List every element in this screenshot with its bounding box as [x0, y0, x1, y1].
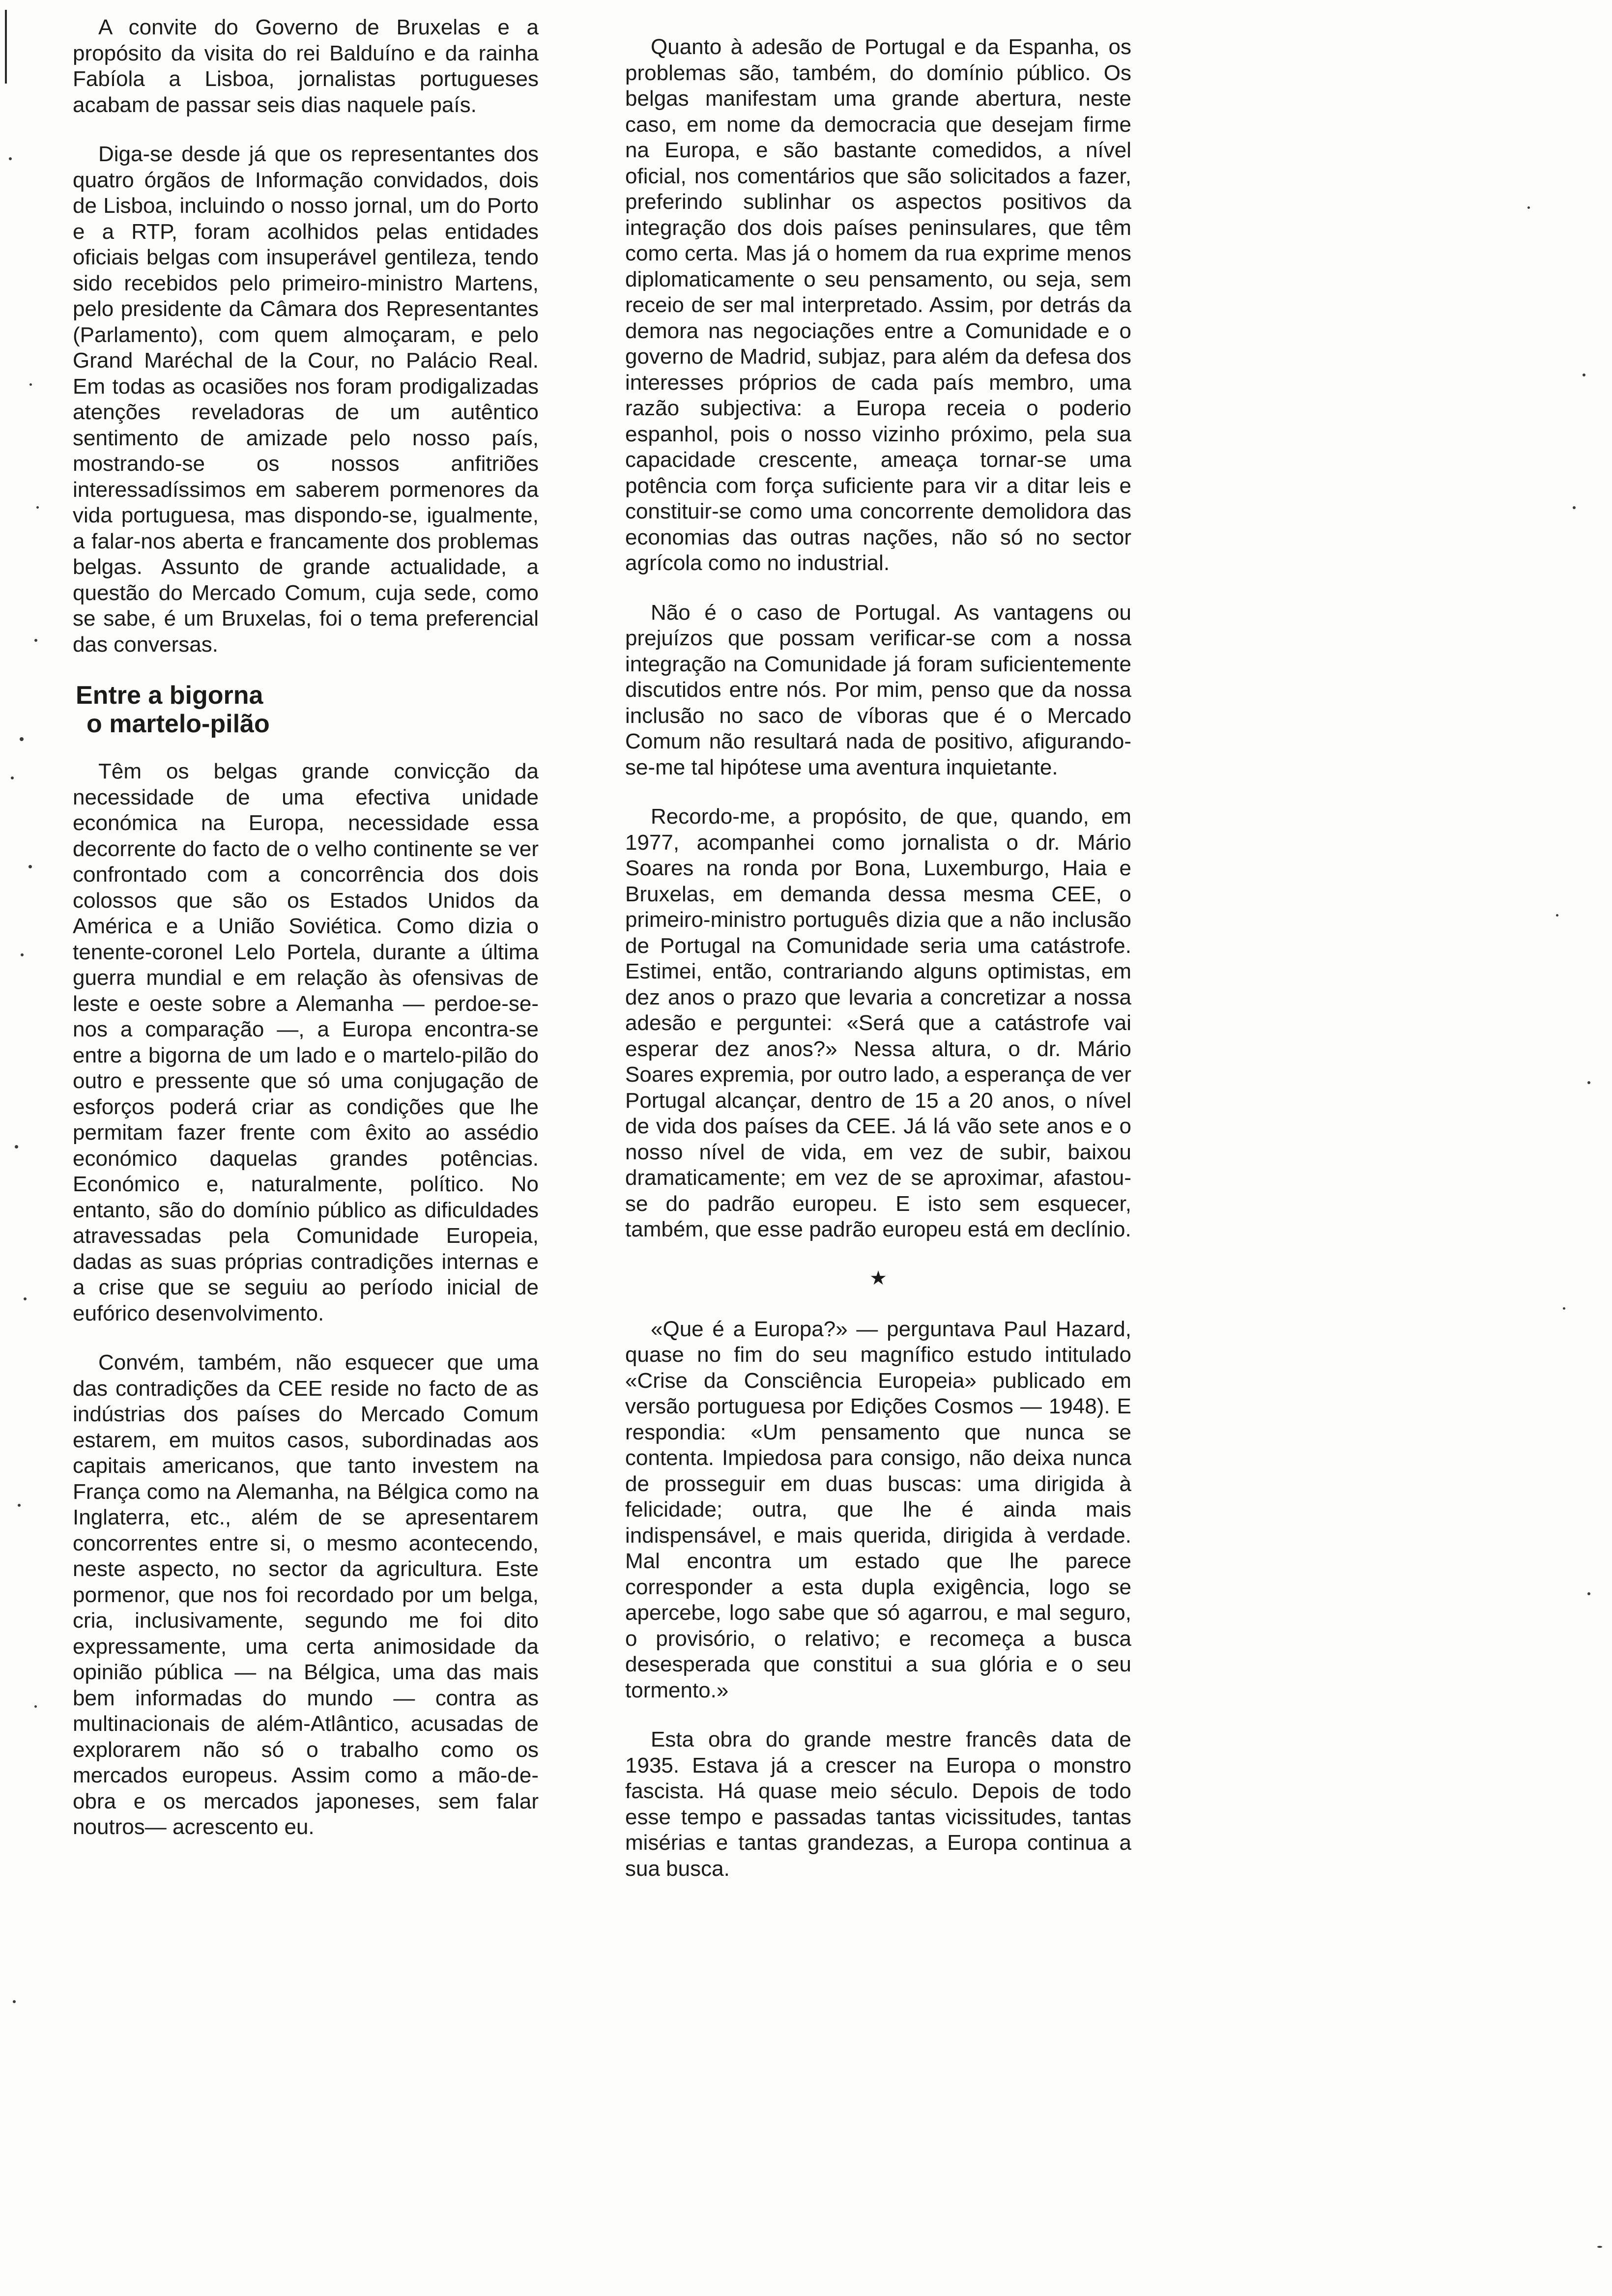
left-margin-specks — [0, 0, 69, 2296]
left-paragraph-3: Têm os belgas grande convicção da necessidade de uma efectiva unidade económica na Europa, necessidade essa decorrente do facto de o velho continente se ver confrontado com a concorrência dos dois colossos que são os Estados Unidos da América e a União Soviética. Como dizia o tenente-coronel Lelo Portela, durante a última guerra mundial e em relação às ofensivas de leste e oeste sobre a Alemanha — perdoe-se-nos a comparação —, a Europa encontra-se entre a bigorna de um lado e o martelo-pilão do outro e pressente que só uma conjugação de esforços poderá criar as condições que lhe permitam fazer frente com êxito ao assédio económico daquelas grandes potências. Económico e, naturalmente, político. No entanto, são do domínio público as dificuldades atravessadas pela Comunidade Europeia, dadas as suas próprias contradições internas e a crise que se seguiu ao período inicial de eufórico desenvolvimento. — [73, 759, 539, 1325]
left-paragraph-4: Convém, também, não esquecer que uma das contradições da CEE reside no facto de as indústrias dos países do Mercado Comum estarem, em muitos casos, subordinadas aos capitais americanos, que tanto investem na França como na Alemanha, na Bélgica como na Inglaterra, etc., além de se apresentarem concorrentes entre si, o mesmo acontecendo, neste aspecto, no sector da agricultura. Este pormenor, que nos foi recordado por um belga, cria, inclusivamente, segundo me foi dito expressamente, uma certa animosidade da opinião pública — na Bélgica, uma das mais bem informadas do mundo — contra as multinacionais de além-Atlântico, acusadas de explorarem não só o trabalho como os mercados europeus. Assim como a mão-de-obra e os mercados japoneses, sem falar noutros— acrescento eu. — [73, 1350, 539, 1839]
right-paragraph-5: Esta obra do grande mestre francês data de 1935. Estava já a crescer na Europa o monstro fascista. Há quase meio século. Depois de todo esse tempo e passadas tantas vicissitudes, tantas misérias e tantas grandezas, a Europa continua a sua busca. — [625, 1727, 1131, 1881]
section-star-separator: ★ — [869, 1267, 887, 1289]
right-column — [625, 34, 1131, 1905]
right-paragraph-2: Não é o caso de Portugal. As vantagens ou prejuízos que possam verificar-se com a nossa integração na Comunidade já foram suficientemente discutidos entre nós. Por mim, penso que da nossa inclusão no saco de víboras que é o Mercado Comum não resultará nada de positivo, afigurando-se-me tal hipótese uma aventura inquietante. — [625, 600, 1131, 779]
right-paragraph-4: «Que é a Europa?» — perguntava Paul Hazard, quase no fim do seu magnífico estudo intitulado «Crise da Consciência Europeia» publicado em versão portuguesa por Edições Cosmos — 1948). E respondia: «Um pensamento que nunca se contenta. Impiedosa para consigo, não deixa nunca de prosseguir em duas buscas: uma dirigida à felicidade; outra, que lhe é ainda mais indispensável, e mais querida, dirigida à verdade. Mal encontra um estado que lhe parece corresponder a esta dupla exigência, logo se apercebe, logo sabe que só agarrou, e mal seguro, o provisório, o relativo; e recomeça a busca desesperada que constitui a sua glória e o seu tormento.» — [625, 1317, 1131, 1702]
right-paragraph-3: Recordo-me, a propósito, de que, quando, em 1977, acompanhei como jornalista o dr. Mário Soares na ronda por Bona, Luxemburgo, Haia e Bruxelas, em demanda dessa mesma CEE, o primeiro-ministro português dizia que a não inclusão de Portugal na Comunidade seria uma catástrofe. Estimei, então, contrariando alguns optimistas, em dez anos o prazo que levaria a concretizar a nossa adesão e perguntei: «Será que a catástrofe vai esperar dez anos?» Nessa altura, o dr. Mário Soares expremia, por outro lado, a esperança de ver Portugal alcançar, dentro de 15 a 20 anos, o nível de vida dos países da CEE. Já lá vão sete anos e o nosso nível de vida, em vez de subir, baixou dramaticamente; em vez de se aproximar, afastou-se do padrão europeu. E isto sem esquecer, também, que esse padrão europeu está em declínio. — [625, 804, 1131, 1241]
left-column — [73, 15, 539, 1864]
subheading-line-1: Entre a bigorna — [76, 681, 263, 710]
subheading-line-2: o martelo-pilão — [86, 710, 270, 738]
subheading — [73, 681, 539, 738]
left-paragraph-1: A convite do Governo de Bruxelas e a propósito da visita do rei Balduíno e da rainha Fabíola a Lisboa, jornalistas portugueses acabam de passar seis dias naquele país. — [73, 15, 539, 117]
right-paragraph-1: Quanto à adesão de Portugal e da Espanha, os problemas são, também, do domínio público. Os belgas manifestam uma grande abertura, neste caso, em nome da democracia que desejam firme na Europa, e são bastante comedidos, a nível oficial, nos comentários que são solicitados a fazer, preferindo sublinhar os aspectos positivos da integração dos dois países peninsulares, que têm como certa. Mas já o homem da rua exprime menos diplomaticamente o seu pensamento, ou seja, sem receio de ser mal interpretado. Assim, por detrás da demora nas negociações entre a Comunidade e o governo de Madrid, subjaz, para além da defesa dos interesses próprios de cada país membro, uma razão subjectiva: a Europa receia o poderio espanhol, pois o nosso vizinho próximo, pela sua capacidade crescente, ameaça tornar-se uma potência com força suficiente para vir a ditar leis e constituir-se como uma concorrente demolidora das economias das outras nações, não só no sector agrícola como no industrial. — [625, 35, 1131, 575]
left-paragraph-2: Diga-se desde já que os representantes dos quatro órgãos de Informação convidados, dois de Lisboa, incluindo o nosso jornal, um do Porto e a RTP, foram acolhidos pelas entidades oficiais belgas com insuperável gentileza, tendo sido recebidos pelo primeiro-ministro Martens, pelo presidente da Câmara dos Representantes (Parlamento), com quem almoçaram, e pelo Grand Maréchal de la Cour, no Palácio Real. Em todas as ocasiões nos foram prodigalizadas atenções reveladoras de um autêntico sentimento de amizade pelo nosso país, mostrando-se os nossos anfitriões interessadíssimos em saberem pormenores da vida portuguesa, mas dispondo-se, igualmente, a falar-nos aberta e francamente dos problemas belgas. Assunto de grande actualidade, a questão do Mercado Comum, cuja sede, como se sabe, é um Bruxelas, foi o tema preferencial das conversas. — [73, 142, 539, 657]
right-margin-specks — [1514, 0, 1612, 2296]
